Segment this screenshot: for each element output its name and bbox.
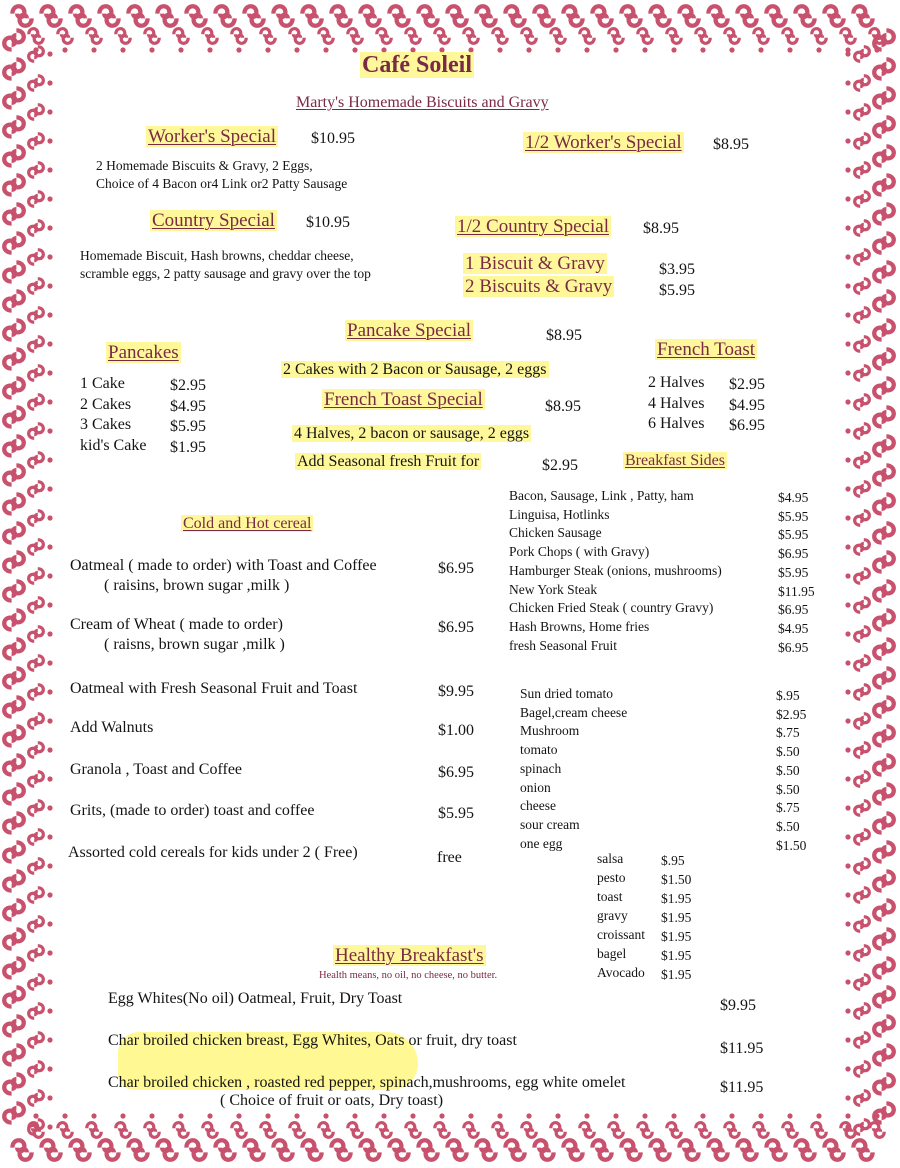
workers-special-title: Worker's Special	[148, 126, 276, 147]
cereal-item-note: ( raisins, brown sugar ,milk )	[104, 577, 290, 594]
menu-item-name: Bacon, Sausage, Link , Patty, ham	[509, 488, 694, 503]
biscuit-gravy-2-name: 2 Biscuits & Gravy	[465, 276, 613, 297]
menu-item-name: Mushroom	[520, 723, 580, 739]
menu-item-name: spinach	[520, 760, 562, 776]
healthy-item-note: ( Choice of fruit or oats, Dry toast)	[220, 1092, 444, 1109]
cereal-item-name: Oatmeal with Fresh Seasonal Fruit and Toast	[70, 680, 358, 697]
cereal-item-price: $9.95	[438, 683, 474, 700]
cereal-item-price: $5.95	[438, 805, 474, 822]
french-toast-special-price: $8.95	[545, 398, 581, 415]
half-country-special-price: $8.95	[643, 220, 679, 237]
menu-item-price: $.50	[776, 744, 800, 760]
menu-item-price: $6.95	[778, 546, 809, 562]
biscuit-gravy-2-price: $5.95	[659, 282, 695, 299]
workers-special-price: $10.95	[311, 130, 355, 147]
menu-item-price: $.95	[661, 853, 685, 868]
menu-item-name: 4 Halves	[648, 394, 705, 412]
healthy-note: Health means, no oil, no cheese, no butter.	[319, 970, 498, 981]
pancake-special-price: $8.95	[546, 327, 582, 344]
healthy-item-price: $11.95	[720, 1040, 764, 1057]
cereal-item-name: Granola , Toast and Coffee	[70, 761, 243, 778]
healthy-item-price: $11.95	[720, 1079, 764, 1096]
cereal-item-name: Add Walnuts	[70, 719, 154, 736]
country-special-desc-1: Homemade Biscuit, Hash browns, cheddar cheese,	[80, 248, 354, 263]
menu-item-price: $.75	[776, 725, 800, 741]
breakfast-sides-title: Breakfast Sides	[625, 452, 725, 469]
menu-item-name: Sun dried tomato	[520, 686, 613, 701]
menu-item-price: $.50	[776, 762, 800, 778]
menu-item-price: $4.95	[778, 490, 809, 505]
menu-item-price: $2.95	[776, 706, 807, 722]
cereal-item-price: $1.00	[438, 722, 474, 739]
country-special-desc-2: scramble eggs, 2 patty sausage and gravy over the top	[80, 266, 371, 281]
menu-item-price: $2.95	[170, 377, 206, 394]
menu-item-name: gravy	[597, 908, 628, 923]
fruit-addon-price: $2.95	[542, 457, 578, 474]
healthy-item-name: Char broiled chicken breast, Egg Whites, Oats or fruit, dry toast	[108, 1032, 517, 1049]
menu-item-price: $.95	[776, 688, 800, 703]
cereal-item-name: Assorted cold cereals for kids under 2 ( Free)	[68, 844, 358, 861]
menu-item-price: $1.95	[170, 438, 206, 456]
french-toast-special-desc: 4 Halves, 2 bacon or sausage, 2 eggs	[294, 425, 530, 442]
menu-item-name: 2 Halves	[648, 374, 705, 391]
menu-item-price: $6.95	[778, 639, 809, 655]
country-special-title: Country Special	[152, 210, 275, 231]
healthy-item-name: Char broiled chicken , roasted red pepper, spinach,mushrooms, egg white omelet	[108, 1074, 626, 1091]
menu-item-name: Avocado	[597, 965, 645, 980]
healthy-item-name: Egg Whites(No oil) Oatmeal, Fruit, Dry Toast	[108, 990, 403, 1007]
menu-item-price: $1.95	[661, 891, 692, 906]
menu-item-name: Bagel,cream cheese	[520, 704, 628, 720]
menu-item-name: Chicken Fried Steak ( country Gravy)	[509, 600, 714, 616]
menu-item-price: $1.50	[661, 872, 692, 887]
biscuit-gravy-1-name: 1 Biscuit & Gravy	[465, 253, 605, 274]
menu-item-name: 6 Halves	[648, 415, 705, 432]
menu-item-name: pesto	[597, 870, 626, 885]
workers-special-desc-1: 2 Homemade Biscuits & Gravy, 2 Eggs,	[96, 158, 313, 173]
country-special-price: $10.95	[306, 214, 350, 231]
menu-item-name: salsa	[597, 851, 624, 866]
menu-item-price: $1.95	[661, 929, 692, 944]
menu-item-name: New York Steak	[509, 581, 598, 597]
menu-item-name: Hash Browns, Home fries	[509, 618, 650, 634]
cereal-item-name: Oatmeal ( made to order) with Toast and Coffee	[70, 557, 377, 574]
menu-item-price: $6.95	[778, 602, 809, 618]
menu-item-name: Hamburger Steak (onions, mushrooms)	[509, 562, 722, 578]
menu-item-price: $11.95	[778, 583, 815, 599]
cereal-title: Cold and Hot cereal	[183, 515, 312, 532]
pancake-special-desc: 2 Cakes with 2 Bacon or Sausage, 2 eggs	[283, 361, 547, 378]
cereal-item-price: $6.95	[438, 764, 474, 781]
cereal-item-name: Cream of Wheat ( made to order)	[70, 616, 283, 633]
menu-item-name: toast	[597, 889, 623, 904]
menu-item-name: onion	[520, 779, 551, 795]
menu-item-name: cheese	[520, 798, 556, 814]
menu-item-price: $5.95	[778, 527, 809, 543]
french-toast-title: French Toast	[657, 339, 756, 360]
menu-item-price: $.50	[776, 781, 800, 797]
pancakes-title: Pancakes	[108, 342, 179, 363]
page-subtitle: Marty's Homemade Biscuits and Gravy	[296, 94, 549, 111]
menu-item-name: sour cream	[520, 816, 580, 832]
menu-item-price: $6.95	[729, 417, 765, 434]
french-toast-special-title: French Toast Special	[324, 389, 483, 410]
menu-item-name: one egg	[520, 835, 563, 851]
menu-item-name: Chicken Sausage	[509, 525, 602, 541]
cereal-item-price: free	[437, 849, 462, 866]
half-workers-special-price: $8.95	[713, 136, 749, 153]
page-title: Café Soleil	[362, 52, 472, 78]
menu-item-price: $1.95	[661, 967, 692, 982]
menu-item-name: bagel	[597, 946, 627, 961]
biscuit-gravy-1-price: $3.95	[659, 261, 695, 278]
cereal-item-price: $6.95	[438, 560, 474, 577]
half-country-special-title: 1/2 Country Special	[457, 216, 609, 237]
workers-special-desc-2: Choice of 4 Bacon or4 Link or2 Patty Sausage	[96, 176, 348, 191]
menu-item-price: $5.95	[778, 564, 809, 580]
half-workers-special-title: 1/2 Worker's Special	[525, 132, 682, 153]
menu-item-price: $2.95	[729, 376, 765, 393]
menu-item-name: 3 Cakes	[80, 416, 132, 433]
menu-item-price: $1.95	[661, 948, 692, 963]
menu-item-price: $5.95	[778, 508, 809, 524]
fruit-addon-label: Add Seasonal fresh Fruit for	[297, 453, 480, 470]
menu-item-name: kid's Cake	[80, 436, 147, 454]
menu-item-price: $5.95	[170, 418, 206, 435]
healthy-item-price: $9.95	[720, 997, 756, 1014]
menu-item-price: $4.95	[170, 397, 206, 415]
menu-item-name: croissant	[597, 927, 645, 942]
healthy-title: Healthy Breakfast's	[335, 945, 484, 966]
cereal-item-note: ( raisns, brown sugar ,milk )	[104, 636, 285, 653]
menu-item-name: Linguisa, Hotlinks	[509, 506, 610, 522]
menu-item-price: $1.50	[776, 837, 807, 853]
menu-item-name: Pork Chops ( with Gravy)	[509, 544, 650, 560]
cereal-item-name: Grits, (made to order) toast and coffee	[70, 802, 315, 819]
menu-item-name: fresh Seasonal Fruit	[509, 637, 617, 653]
menu-item-price: $4.95	[778, 620, 809, 636]
menu-item-price: $4.95	[729, 396, 765, 414]
menu-item-name: tomato	[520, 742, 558, 758]
menu-item-price: $1.95	[661, 910, 692, 925]
cereal-item-price: $6.95	[438, 619, 474, 636]
menu-item-price: $.75	[776, 800, 800, 816]
menu-item-name: 1 Cake	[80, 375, 125, 392]
pancake-special-title: Pancake Special	[347, 320, 471, 341]
menu-item-name: 2 Cakes	[80, 395, 132, 413]
menu-item-price: $.50	[776, 818, 800, 834]
